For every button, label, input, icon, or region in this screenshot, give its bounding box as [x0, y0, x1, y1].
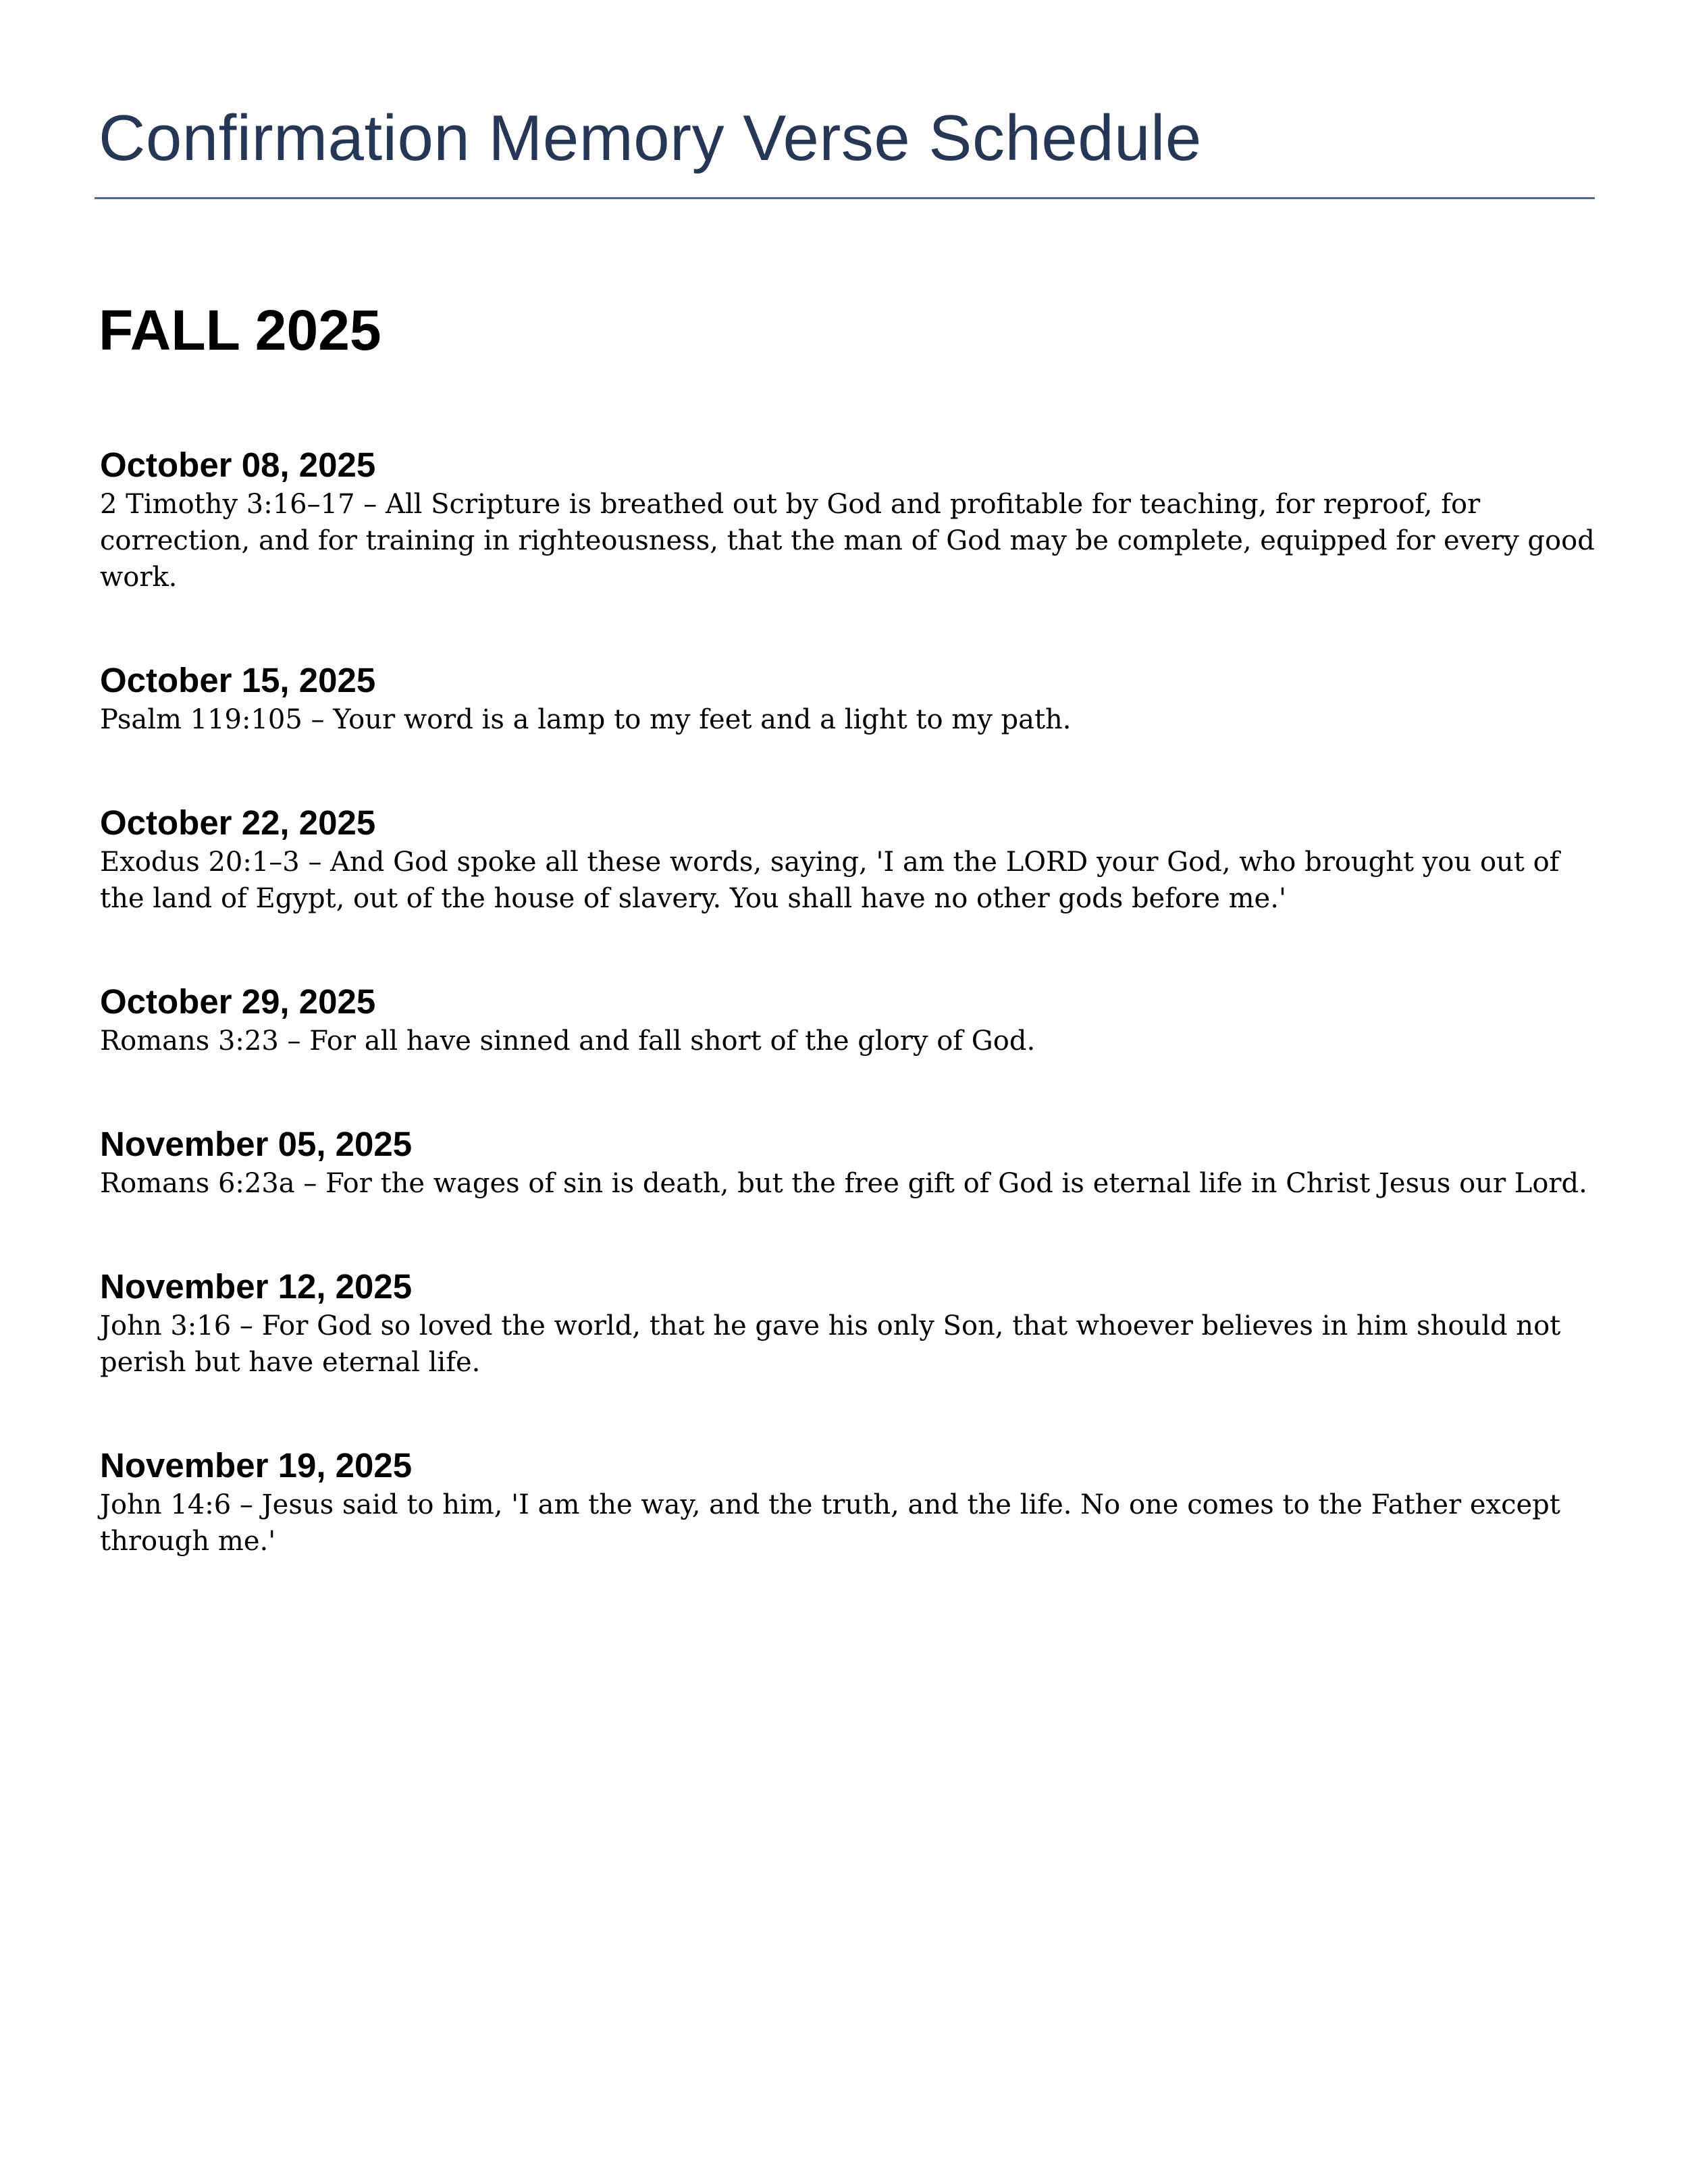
entry-date: October 08, 2025 — [100, 446, 376, 484]
entry-date: November 19, 2025 — [100, 1446, 413, 1485]
entry-date: October 22, 2025 — [100, 803, 376, 842]
entry-date: October 15, 2025 — [100, 661, 376, 699]
entry-verse: John 3:16 – For God so loved the world, that he gave his only Son, that whoever believes in him should not perish but have eternal life. — [100, 1310, 1561, 1378]
title-divider — [95, 197, 1595, 199]
schedule-entry — [100, 1445, 1606, 1560]
entry-verse: John 14:6 – Jesus said to him, 'I am the way, and the truth, and the life. No one comes to the Father except through me.' — [100, 1489, 1560, 1557]
entry-verse: Romans 6:23a – For the wages of sin is death, but the free gift of God is eternal life in Christ Jesus our Lord. — [100, 1168, 1587, 1199]
entry-date: November 12, 2025 — [100, 1267, 413, 1306]
verse-schedule-list — [100, 444, 1606, 1624]
schedule-entry — [100, 444, 1606, 595]
entry-date: October 29, 2025 — [100, 982, 376, 1021]
entry-verse: Romans 3:23 – For all have sinned and fall short of the glory of God. — [100, 1026, 1036, 1057]
entry-verse: Psalm 119:105 – Your word is a lamp to my feet and a light to my path. — [100, 704, 1072, 735]
entry-verse: 2 Timothy 3:16–17 – All Scripture is breathed out by God and profitable for teaching, for reproof, for correction, and for training in righteousness, that the man of God may be complete, equipped for every good work. — [100, 489, 1595, 593]
schedule-entry — [100, 1266, 1606, 1381]
season-heading: FALL 2025 — [99, 298, 381, 362]
schedule-entry — [100, 981, 1606, 1059]
schedule-entry — [100, 660, 1606, 738]
schedule-entry — [100, 1123, 1606, 1202]
schedule-entry — [100, 802, 1606, 917]
entry-date: November 05, 2025 — [100, 1125, 413, 1163]
entry-verse: Exodus 20:1–3 – And God spoke all these words, saying, 'I am the LORD your God, who brought you out of the land of Egypt, out of the house of slavery. You shall have no other gods before me.' — [100, 847, 1560, 914]
document-title: Confirmation Memory Verse Schedule — [99, 102, 1202, 174]
